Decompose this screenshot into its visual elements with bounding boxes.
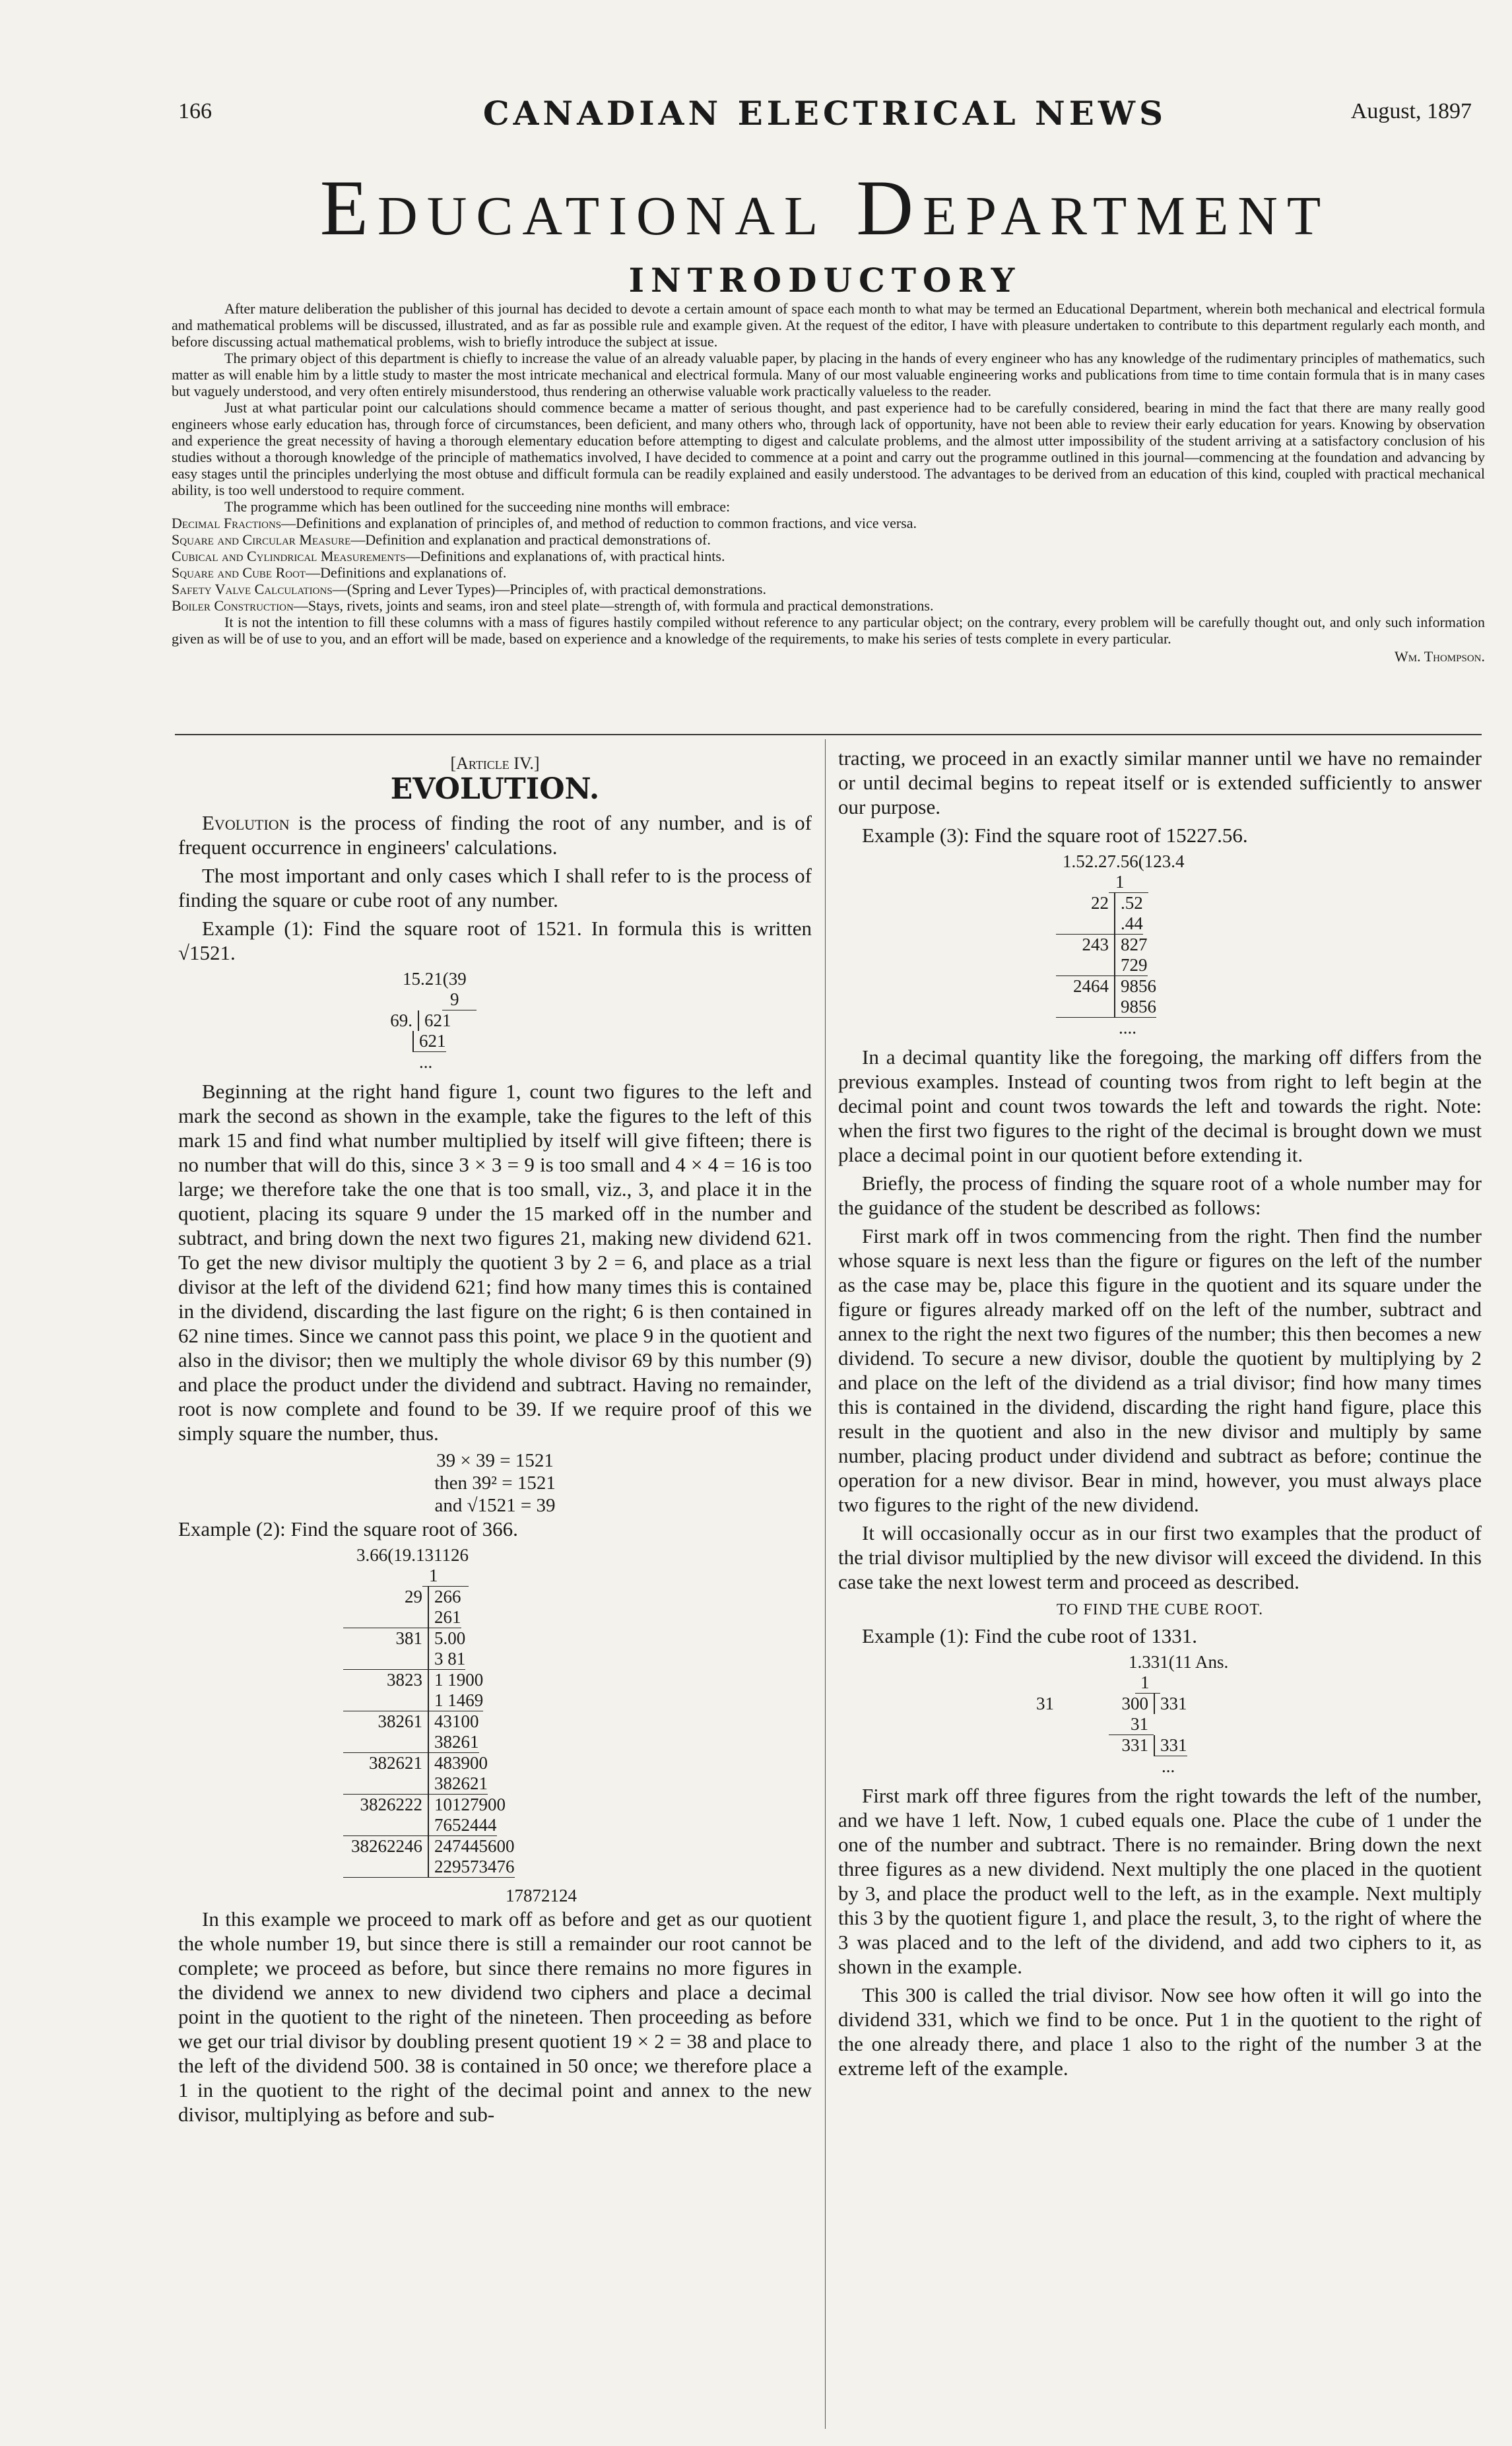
calc-cube-left: 31: [1036, 1694, 1054, 1713]
intro-paragraph: Just at what particular point our calculations should commence became a matter of serious thought, and past experience had to be carefully considered, bearing in mind the fact that there are many really good engineers whose early education has, through force of circumstances, been deficient, and many others who, through lack of opportunity, have not been able to review their early education for years. Knowing by observation and experience the great necessity of having a thorough elementary education before attempting to digest and calculate problems, and the almost utter impossibility of the student arriving at a satisfactory conclusion of his studies without a thorough knowledge of the principle of mathematics involved, I have decided to commence at a point and carry out the programme outlined in this journal—commencing at the foundation and advancing by easy stages until the principles underlying the most obtuse and difficult formula can be readily explained and easily understood. The advantages to be derived from an education of this kind, coupled with practical mechanical ability, is too well understood to require comment.: [172, 399, 1485, 498]
calc-divisor: 3826222: [360, 1795, 422, 1814]
programme-item: [172, 564, 1485, 581]
calc-example-2: [343, 1545, 812, 1878]
programme-item: [172, 597, 1485, 614]
calc-trial-divisor: 300: [1121, 1694, 1148, 1713]
intro-block: [172, 300, 1485, 665]
calc-product: 621: [412, 1031, 446, 1052]
example-label: Example (3): Find the square root of 15227.56.: [862, 824, 1248, 847]
calc-divisor: 382621: [369, 1753, 422, 1773]
calc-divisor: 69.: [390, 1010, 412, 1030]
programme-key: Cubical and Cylindrical Measurements: [172, 548, 406, 564]
issue-date: August, 1897: [1350, 99, 1472, 123]
calc-line: 1: [1109, 872, 1148, 893]
programme-key: Square and Circular Measure: [172, 531, 351, 548]
proof-line: 39 × 39 = 1521: [436, 1450, 554, 1471]
calc-dividend: 247445600: [428, 1836, 515, 1857]
calc-quotient: 3.66(19.131126: [356, 1545, 469, 1565]
calc-product: 382621: [428, 1773, 488, 1795]
programme-item: [172, 531, 1485, 548]
article-paragraph: Briefly, the process of finding the square root of a whole number may for the guidance of the student be described as follows:: [838, 1172, 1482, 1219]
calc-cube-root: [1036, 1652, 1482, 1777]
example-label: Example (1): Find the square root of 1521. In formula this is written √1521.: [178, 917, 812, 964]
programme-value: —Definitions and explanation of principles of, and method of reduction to common fractions, and vice versa.: [281, 515, 917, 531]
calc-dividend: 5.00: [428, 1628, 465, 1649]
calc-product: 1 1469: [428, 1690, 483, 1711]
calc-dividend: 827: [1114, 935, 1148, 955]
article-paragraph: This 300 is called the trial divisor. Now see how often it will go into the dividend 331, which we find to be once. Put 1 in the quotient to the right of the one already there, and place 1 also to the right of the number 3 at the extreme left of the example.: [838, 1983, 1482, 2080]
programme-value: —Definition and explanation and practical demonstrations of.: [350, 531, 711, 548]
calc-product: .44: [1114, 913, 1143, 935]
calc-divisor: 38261: [378, 1711, 422, 1731]
programme-item: [172, 548, 1485, 564]
calc-remainder: ....: [1119, 1018, 1136, 1038]
article-paragraph: The most important and only cases which I shall refer to is the process of finding the square or cube root of any number.: [178, 864, 812, 911]
programme-key: Boiler Construction: [172, 597, 294, 614]
signature: Wm. Thompson.: [1395, 648, 1485, 665]
calc-line: 1: [422, 1566, 469, 1587]
calc-product: 9856: [1114, 997, 1156, 1018]
programme-item: [172, 515, 1485, 531]
calc-final-remainder: 17872124: [506, 1886, 577, 1905]
article-paragraph: In this example we proceed to mark off as before and get as our quotient the whole number 19, but since there is still a remainder our root cannot be complete; we proceed as before, but since there remains no more figures in the dividend we annex to new dividend two ciphers and place a decimal point in the quotient to the right of the nineteen. Then proceeding as before we get our trial divisor by doubling present quotient 19 × 2 = 38 and place to the left of the dividend 500. 38 is contained in 50 once; we therefore place a 1 in the quotient to the right of the decimal point and annex to the new divisor, multiplying as before and sub-: [178, 1907, 812, 2126]
section-title: Educational Department: [319, 164, 1331, 251]
calc-line: 1: [1135, 1672, 1160, 1694]
column-rule: [825, 739, 826, 2429]
calc-product: 7652444: [428, 1815, 497, 1836]
cube-root-heading: TO FIND THE CUBE ROOT.: [1056, 1601, 1264, 1618]
running-head: [178, 94, 1472, 145]
example-label: Example (1): Find the cube root of 1331.: [862, 1624, 1197, 1647]
programme-key: Decimal Fractions: [172, 515, 282, 531]
calc-example-1: [390, 969, 812, 1073]
calc-quotient: 1.52.27.56(123.4: [1063, 851, 1185, 871]
article-paragraph: tracting, we proceed in an exactly similar manner until we have no remainder or until decimal begins to repeat itself or is extended sufficiently to answer our purpose.: [838, 746, 1482, 818]
article-paragraph: Beginning at the right hand figure 1, count two figures to the left and mark the second as shown in the example, take the figures to the left of this mark 15 and find what number multiplied by itself will give fifteen; there is no number that will do this, since 3 × 3 = 9 is too small and 4 × 4 = 16 is too large; we therefore take the one that is too small, viz., 3, and place it in the quotient, placing its square 9 under the 15 marked off in the number and subtract, and bring down the next two figures 21, making new dividend 621. To get the new divisor multiply the quotient 3 by 2 = 6, and place as a trial divisor at the left of the dividend 621; find how many times this is contained in the dividend, discarding the last figure on the right; 6 is then contained in 62 nine times. Since we cannot pass this point, we place 9 in the quotient and also in the divisor; then we multiply the whole divisor 69 by this number (9) and place the product under the dividend and subtract. Having no remainder, root is now complete and found to be 39. If we require proof of this we simply square the number, thus.: [178, 1080, 812, 1445]
intro-title: INTRODUCTORY: [628, 261, 1022, 300]
example-label: Example (2): Find the square root of 366.: [178, 1517, 518, 1540]
programme-value: —(Spring and Lever Types)—Principles of, with practical demonstrations.: [332, 581, 766, 597]
calc-trial-add: 31: [1109, 1714, 1154, 1735]
calc-product: 229573476: [428, 1857, 515, 1878]
calc-dividend: 43100: [428, 1711, 479, 1732]
calc-dividend: 331: [1154, 1694, 1187, 1714]
calc-divisor: 331: [1121, 1735, 1148, 1755]
programme-value: —Stays, rivets, joints and seams, iron and steel plate—strength of, with formula and practical demonstrations.: [293, 597, 934, 614]
calc-dividend: .52: [1114, 893, 1143, 913]
calc-product: 729: [1114, 955, 1148, 976]
article-kicker: [Article IV.]: [450, 754, 540, 773]
calc-quotient: 15.21(39: [403, 969, 467, 989]
article-paragraph: In a decimal quantity like the foregoing, the marking off differs from the previous examples. Instead of counting twos from right to left begin at the decimal point and count twos towards the left and towards the right. Note: when the first two figures to the right of the decimal is brought down we must place a decimal point in our quotient before extending it.: [838, 1045, 1482, 1166]
calc-divisor: 2464: [1073, 976, 1109, 996]
programme-key: Square and Cube Root: [172, 564, 306, 581]
intro-paragraph: The programme which has been outlined for the succeeding nine months will embrace:: [224, 498, 731, 515]
calc-divisor: 243: [1082, 935, 1109, 954]
calc-divisor: 22: [1091, 893, 1109, 913]
calc-product: 3 81: [428, 1649, 465, 1670]
page-number: 166: [178, 99, 212, 123]
horizontal-rule: [175, 734, 1482, 735]
article-paragraph: It will occasionally occur as in our first two examples that the product of the trial divisor multiplied by the new divisor will exceed the dividend. In this case take the next lowest term and proceed as described.: [838, 1521, 1482, 1593]
article-paragraph: [178, 810, 812, 859]
article-paragraph: First mark off in twos commencing from the right. Then find the number whose square is next less than the figure or figures on the left of the number as the case may be, place this figure in the quotient and its square under the figure or figures already marked off on the left of the number, subtract and annex to the right the next two figures of the number; this then becomes a new dividend. To secure a new divisor, double the quotient by multiplying by 2 and place on the left of the dividend as a trial divisor; find how many times this is contained in the dividend, discarding the right hand figure, place this result in the quotient and also in the new divisor and multiply by same number, placing product under dividend and subtract as before; continue the operation for a new divisor. Bear in mind, however, you must always place two figures to the right of the new dividend.: [838, 1224, 1482, 1516]
programme-key: Safety Valve Calculations: [172, 581, 333, 597]
calc-divisor: 29: [405, 1587, 422, 1606]
calc-dividend: 10127900: [428, 1795, 506, 1815]
calc-dividend: 621: [418, 1010, 451, 1031]
calc-remainder: ...: [419, 1052, 433, 1072]
calc-divisor: 38262246: [351, 1836, 422, 1856]
calc-example-3: [1056, 851, 1482, 1038]
intro-paragraph: After mature deliberation the publisher of this journal has decided to devote a certain amount of space each month to what may be termed an Educational Department, wherein both mechanical and electrical formula and mathematical problems will be discussed, illustrated, and as far as possible rule and example given. At the request of the editor, I have with pleasure undertaken to contribute to this department regularly each month, and before discussing actual mathematical problems, wish to briefly introduce the subject at issue.: [172, 300, 1485, 350]
intro-paragraph: The primary object of this department is chiefly to increase the value of an already valuable paper, by placing in the hands of every engineer who has any knowledge of the rudimentary principles of mathematics, such matter as will enable him by a little study to master the most intricate mechanical and electrical formula. Many of our most valuable engineering works and publications from time to time contain formula that is in many cases but vaguely understood, and very often entirely misunderstood, thus rendering an otherwise valuable work practically valueless to the reader.: [172, 350, 1485, 399]
calc-dividend: 1 1900: [428, 1670, 483, 1690]
intro-paragraph: It is not the intention to fill these columns with a mass of figures hastily compiled without reference to any particular object; on the contrary, every problem will be carefully thought out, and only such information given as will be of use to you, and an effort will be made, based on experience and a knowledge of the requirements, to make his series of tests complete in every particular.: [172, 614, 1485, 647]
programme-value: —Definitions and explanations of.: [306, 564, 507, 581]
calc-product: 38261: [428, 1732, 479, 1753]
right-column: [838, 746, 1482, 2084]
article-title: EVOLUTION.: [390, 772, 600, 806]
left-column: [178, 746, 812, 2131]
calc-divisor: 3823: [387, 1670, 422, 1690]
programme-item: [172, 581, 1485, 597]
calc-remainder: ...: [1162, 1756, 1175, 1776]
calc-divisor: 381: [395, 1628, 422, 1648]
calc-product: 331: [1154, 1735, 1187, 1756]
programme-value: —Definitions and explanations of, with practical hints.: [405, 548, 725, 564]
proof-line: then 39² = 1521: [434, 1472, 556, 1494]
masthead: CANADIAN ELECTRICAL NEWS: [482, 94, 1167, 133]
calc-dividend: 9856: [1114, 976, 1156, 997]
calc-line: 9: [442, 989, 477, 1010]
calc-dividend: 266: [428, 1587, 461, 1607]
lead-word: Evolution: [202, 811, 290, 834]
calc-quotient: 1.331(11 Ans.: [1129, 1652, 1229, 1672]
lead-text: is the process of finding the root of any number, and is of frequent occurrence in engineers' calculations.: [178, 811, 812, 859]
article-paragraph: First mark off three figures from the right towards the left of the number, and we have 1 left. Now, 1 cubed equals one. Place the cube of 1 under the one of the number and subtract. There is no remainder. Bring down the next three figures as a new dividend. Next multiply the one placed in the quotient by 3, and place the product well to the left, as in the example. Next multiply this 3 by the quotient figure 1, and place the result, 3, to the right of where the 3 was placed and to the left of the dividend, and add two ciphers to it, as shown in the example.: [838, 1784, 1482, 1978]
calc-dividend: 483900: [428, 1753, 488, 1773]
calc-product: 261: [428, 1607, 461, 1628]
proof-line: and √1521 = 39: [434, 1495, 556, 1516]
